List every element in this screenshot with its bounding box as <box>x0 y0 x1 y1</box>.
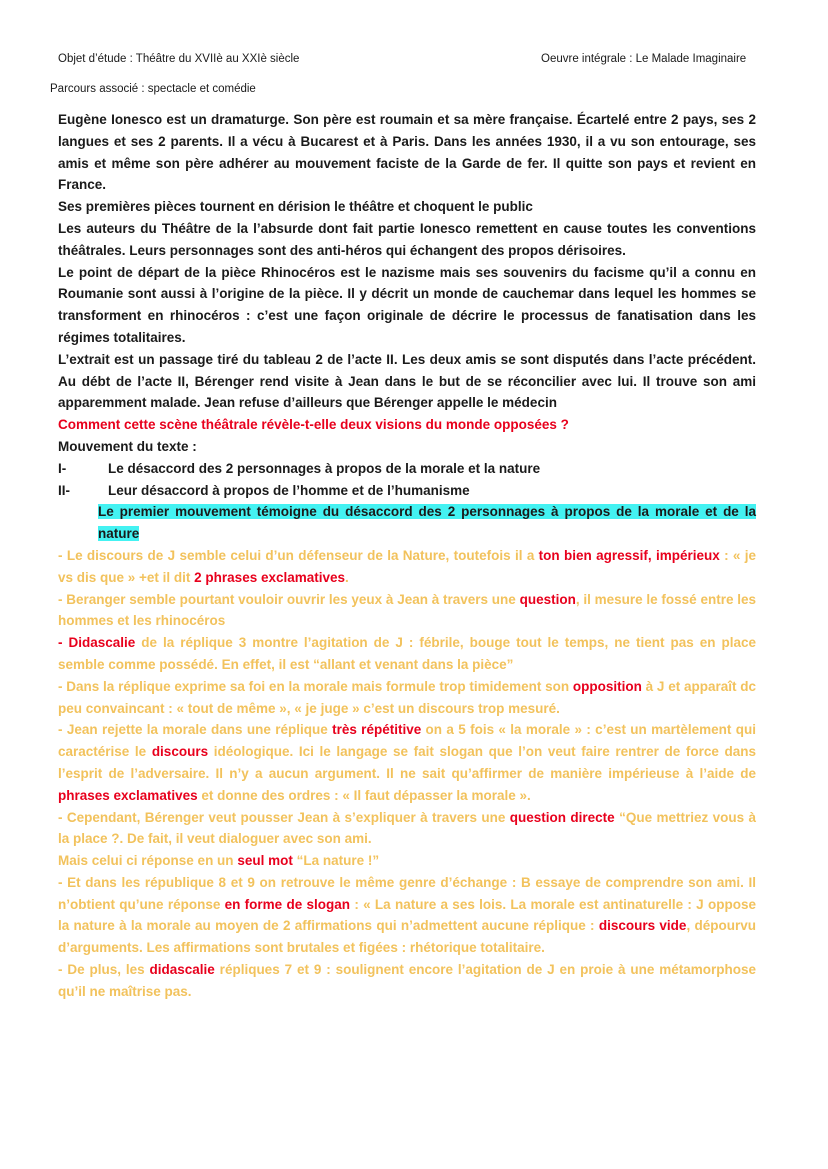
problematique: Comment cette scène théâtrale révèle-t-elle deux visions du monde opposées ? <box>58 417 569 433</box>
analysis-point: Mais celui ci réponse en un seul mot “La nature !” <box>58 853 380 869</box>
highlighted-heading: Le premier mouvement témoigne du désaccord des 2 personnages à propos de la morale et de la nature <box>98 504 756 542</box>
first-movement-heading <box>58 501 756 545</box>
mouvement-item <box>58 458 756 480</box>
analysis-point: - Jean rejette la morale dans une réplique très répétitive on a 5 fois « la morale » : c’est un martèlement qui caractérise le discours idéologique. Ici le langage se fait slogan que l’on veut faire rentrer de force dans l’esprit de l’adversaire. Il n’y a aucun argument. Il ne sait qu’affirmer de manière impérieuse à l’aide de phrases exclamatives et donne des ordres : « Il faut dépasser la morale ». <box>58 722 756 803</box>
mouvement-text: Le désaccord des 2 personnages à propos de la morale et la nature <box>108 460 541 476</box>
document-body <box>58 109 756 1003</box>
header-work: Oeuvre intégrale : Le Malade Imaginaire <box>541 53 747 65</box>
analysis-point: - Le discours de J semble celui d’un défenseur de la Nature, toutefois il a ton bien agressif, impérieux : « je vs dis que » +et il dit 2 phrases exclamatives. <box>58 547 757 585</box>
header-parcours: Parcours associé : spectacle et comédie <box>50 83 256 95</box>
header-subject: Objet d’étude : Théâtre du XVIIè au XXIè siècle <box>58 53 300 65</box>
analysis-point: - Dans la réplique exprime sa foi en la morale mais formule trop timidement son opposition à J et apparaît dc peu convaincant : « tout de même », « je juge » c’est un discours trop mesuré. <box>58 678 757 716</box>
intro-paragraph-4: Le point de départ de la pièce Rhinocéros est le nazisme mais ses souvenirs du facisme qu’il a connu en Roumanie sont aussi à l’origine de la pièce. Il y décrit un monde de cauchemar dans lequel les hommes se transforment en rhinocéros : c’est une façon originale de décrire le processus de fanatisation dans les régimes totalitaires. <box>58 264 756 345</box>
analysis-point: - Et dans les république 8 et 9 on retrouve le même genre d’échange : B essaye de comprendre son ami. Il n’obtient qu’une réponse en forme de slogan : « La nature a ses lois. La morale est antinaturelle : J oppose la nature à la morale au moyen de 2 affirmations qui n’admettent aucune réplique : discours vide, dépourvu d’arguments. Les affirmations sont brutales et figées : rhétorique totalitaire. <box>58 874 756 956</box>
mouvement-number: II- <box>58 482 70 498</box>
mouvement-number: I- <box>58 460 67 476</box>
mouvement-text: Leur désaccord à propos de l’homme et de l’humanisme <box>108 482 470 498</box>
intro-paragraph-3: Les auteurs du Théâtre de la l’absurde dont fait partie Ionesco remettent en cause toutes les conventions théâtrales. Leurs personnages sont des anti-héros qui échangent des propos dérisoires. <box>58 220 756 258</box>
intro-paragraph-5: L’extrait est un passage tiré du tableau 2 de l’acte II. Les deux amis se sont disputés dans l’acte précédent. Au débt de l’acte II, Bérenger rend visite à Jean dans le but de se réconcilier avec lui. Il trouve son ami apparemment malade. Jean refuse d’ailleurs que Bérenger appelle le médecin <box>58 351 756 411</box>
analysis-point: - Beranger semble pourtant vouloir ouvrir les yeux à Jean à travers une question, il mesure le fossé entre les hommes et les rhinocéros <box>58 591 756 629</box>
mouvement-item <box>58 480 756 502</box>
analysis-point: - Didascalie de la réplique 3 montre l’agitation de J : fébrile, bouge tout le temps, ne tient pas en place semble comme possédé. En effet, il est “allant et venant dans la pièce” <box>58 635 756 672</box>
analysis-point: - Cependant, Bérenger veut pousser Jean à s’expliquer à travers une question directe “Que mettriez vous à la place ?. De fait, il veut dialoguer avec son ami. <box>58 809 756 847</box>
analysis-point: - De plus, les didascalie répliques 7 et 9 : soulignent encore l’agitation de J en proie à une métamorphose qu’il ne maîtrise pas. <box>58 962 756 999</box>
intro-paragraph-2: Ses premières pièces tournent en dérision le théâtre et choquent le public <box>58 199 533 215</box>
mouvements-title: Mouvement du texte : <box>58 438 197 454</box>
intro-paragraph-1: Eugène Ionesco est un dramaturge. Son père est roumain et sa mère française. Écartelé entre 2 pays, ses 2 langues et ses 2 parents. Il a vécu à Bucarest et à Paris. Dans les années 1930, il a vu son entourage, ses amis et même son père adhérer au mouvement faciste de la Garde de fer. Il quitte son pays et revient en France. <box>58 112 756 193</box>
